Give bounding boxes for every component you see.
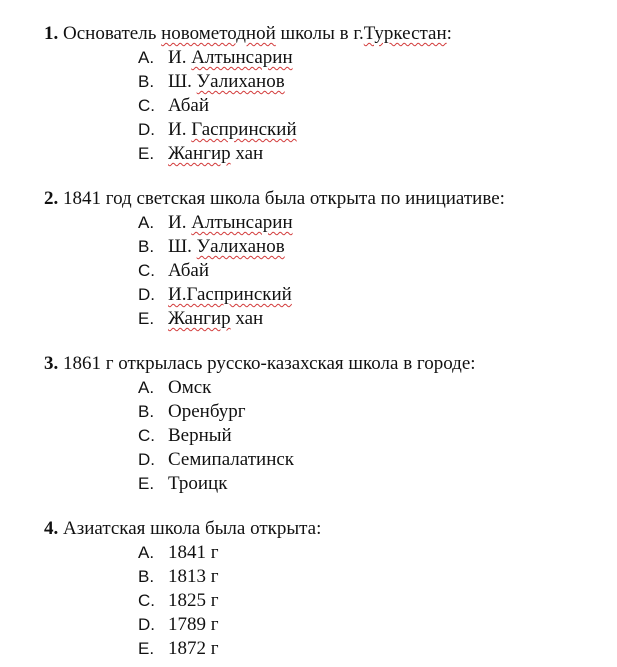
- question-2: [44, 187, 604, 331]
- question-text-flagged: новометодной: [161, 23, 276, 44]
- question-text-part: школы в г.: [275, 23, 364, 44]
- question-3-text: [44, 352, 604, 376]
- option-letter: E.: [138, 474, 155, 493]
- option-e: [138, 472, 604, 496]
- option-text: Оренбург: [168, 401, 246, 422]
- option-e: [138, 142, 604, 166]
- option-letter: A.: [138, 213, 155, 232]
- option-letter: D.: [138, 120, 155, 139]
- option-letter: C.: [138, 261, 155, 280]
- option-d: [138, 283, 604, 307]
- option-text: Омск: [168, 377, 212, 398]
- question-text-part: 1861 г открылась русско-казахская школа в городе:: [63, 353, 476, 374]
- question-text-part: Основатель: [63, 23, 162, 44]
- option-text-flagged: Уалиханов: [196, 236, 285, 257]
- option-text-flagged: Жангир: [168, 308, 231, 329]
- option-e: [138, 637, 604, 661]
- question-4-text: [44, 517, 604, 541]
- option-d: [138, 118, 604, 142]
- option-text: Троицк: [168, 473, 228, 494]
- option-letter: C.: [138, 426, 155, 445]
- option-letter: D.: [138, 615, 155, 634]
- option-letter: A.: [138, 48, 155, 67]
- option-text: И.: [168, 47, 192, 68]
- option-letter: E.: [138, 639, 155, 658]
- option-c: [138, 589, 604, 613]
- option-letter: D.: [138, 285, 155, 304]
- option-text: Семипалатинск: [168, 449, 295, 470]
- option-c: [138, 259, 604, 283]
- option-text-flagged: Алтынсарин: [191, 47, 293, 68]
- option-text: Ш.: [168, 236, 197, 257]
- option-a: [138, 541, 604, 565]
- options-list: [138, 211, 604, 331]
- question-number: 3.: [44, 353, 59, 374]
- option-text: Абай: [168, 260, 210, 281]
- question-number: 4.: [44, 518, 59, 539]
- option-letter: A.: [138, 378, 155, 397]
- option-a: [138, 376, 604, 400]
- options-list: [138, 541, 604, 661]
- option-d: [138, 448, 604, 472]
- option-letter: E.: [138, 309, 155, 328]
- option-text: 1825 г: [168, 590, 219, 611]
- option-text-flagged: Жангир: [168, 143, 231, 164]
- question-4: [44, 517, 604, 661]
- option-text: 1813 г: [168, 566, 219, 587]
- option-letter: B.: [138, 237, 155, 256]
- option-letter: E.: [138, 144, 155, 163]
- option-text: Ш.: [168, 71, 197, 92]
- option-letter: A.: [138, 543, 155, 562]
- option-a: [138, 46, 604, 70]
- option-c: [138, 424, 604, 448]
- option-text-flagged: Алтынсарин: [191, 212, 293, 233]
- question-3: [44, 352, 604, 496]
- question-text-part: Азиатская школа была открыта:: [63, 518, 322, 539]
- option-text: 1789 г: [168, 614, 219, 635]
- option-letter: D.: [138, 450, 155, 469]
- options-list: [138, 46, 604, 166]
- option-text: И.: [168, 212, 192, 233]
- option-text: 1841 г: [168, 542, 219, 563]
- option-text-flagged: Уалиханов: [196, 71, 285, 92]
- option-b: [138, 235, 604, 259]
- option-text: 1872 г: [168, 638, 219, 659]
- option-text: хан: [230, 308, 264, 329]
- question-1-text: [44, 22, 604, 46]
- option-text-flagged: Гаспринский: [191, 119, 297, 140]
- option-letter: B.: [138, 567, 155, 586]
- option-text: И.: [168, 119, 192, 140]
- option-a: [138, 211, 604, 235]
- question-number: 2.: [44, 188, 59, 209]
- option-text: хан: [230, 143, 264, 164]
- option-b: [138, 400, 604, 424]
- options-list: [138, 376, 604, 496]
- option-letter: C.: [138, 591, 155, 610]
- question-number: 1.: [44, 23, 59, 44]
- option-text-flagged: И.Гаспринский: [168, 284, 292, 305]
- question-2-text: [44, 187, 604, 211]
- option-text: Абай: [168, 95, 210, 116]
- question-1: [44, 22, 604, 166]
- option-text: Верный: [168, 425, 232, 446]
- option-c: [138, 94, 604, 118]
- question-text-part: :: [446, 23, 452, 44]
- option-letter: C.: [138, 96, 155, 115]
- option-letter: B.: [138, 72, 155, 91]
- question-text-flagged: Туркестан: [363, 23, 447, 44]
- option-e: [138, 307, 604, 331]
- option-b: [138, 70, 604, 94]
- option-b: [138, 565, 604, 589]
- question-text-part: 1841 год светская школа была открыта по инициативе:: [63, 188, 505, 209]
- option-d: [138, 613, 604, 637]
- option-letter: B.: [138, 402, 155, 421]
